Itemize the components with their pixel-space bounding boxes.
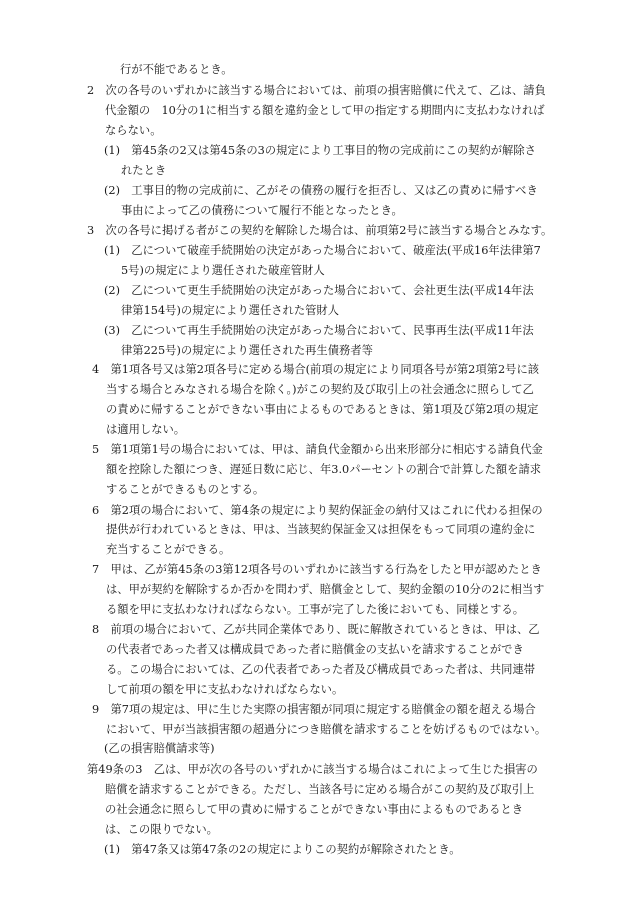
paragraph-5: [92, 440, 566, 500]
text-line: 3 次の各号に掲げる者がこの契約を解除した場合は、前項第2号に該当する場合とみなす。: [87, 224, 553, 238]
article-49-3-item-1: [104, 840, 566, 860]
text-line: 律第154号)の規定により選任された管財人: [121, 303, 340, 317]
text-line: の社会通念に照らして甲の責めに帰することができない事由によるものであるとき: [105, 802, 523, 816]
text-line: において、甲が当該損害額の超過分につき賠償を請求することを妨げるものではない。: [106, 722, 547, 736]
text-line: 額を控除した額につき、遅延日数に応じ、年3.0パーセントの割合で計算した額を請求: [106, 463, 542, 477]
text-line: して前項の額を甲に支払わなければならない。: [106, 682, 344, 696]
text-line: 9 第7項の規定は、甲に生じた実際の損害額が同項に規定する賠償金の額を超える場合: [92, 702, 536, 716]
text-line: 7 甲は、乙が第45条の3第12項各号のいずれかに該当する行為をしたと甲が認めたとき: [92, 562, 542, 576]
text-line: (3) 乙について再生手続開始の決定があった場合において、民事再生法(平成11年法: [104, 324, 534, 337]
text-line: (2) 乙について更生手続開始の決定があった場合において、会社更生法(平成14年法: [104, 283, 534, 297]
text-line: の代表者であった者又は構成員であった者に賠償金の支払いを請求することができ: [106, 642, 524, 656]
text-line: 当する場合とみなされる場合を除く。)がこの契約及び取引上の社会通念に照らして乙: [106, 383, 534, 397]
text-line: することができるものとする。: [106, 483, 265, 497]
paragraph-3-item-2: [104, 281, 566, 321]
text-line: 8 前項の場合において、乙が共同企業体であり、既に解散されているときは、甲は、乙: [92, 622, 540, 636]
text-line: る額を甲に支払わなければならない。工事が完了した後においても、同様とする。: [106, 602, 524, 616]
text-line: 賠償を請求することができる。ただし、当該各号に定める場合がこの契約及び取引上: [105, 782, 535, 796]
paragraph-2: [87, 81, 566, 141]
text-line: は適用しない。: [106, 423, 186, 437]
text-line: 事由によって乙の債務について履行不能となったとき。: [121, 203, 403, 217]
text-line: 2 次の各号のいずれかに該当する場合においては、前項の損害賠償に代えて、乙は、請負: [87, 84, 546, 98]
text-line: の責めに帰することができない事由によるものであるときは、第1項及び第2項の規定: [106, 403, 539, 417]
text-line: (1) 第47条又は第47条の2の規定によりこの契約が解除されたとき。: [104, 842, 461, 856]
paragraph-3: [87, 221, 566, 241]
text-line: (乙の損害賠償請求等): [104, 742, 215, 756]
text-line: (2) 工事目的物の完成前に、乙がその債務の履行を拒否し、又は乙の責めに帰すべき: [104, 183, 538, 197]
text-line: は、甲が契約を解除するか否かを問わず、賠償金として、契約金額の10分の2に相当す: [106, 582, 545, 596]
text-line: 4 第1項各号又は第2項各号に定める場合(前項の規定により同項各号が第2項第2号に該: [92, 363, 540, 377]
text-line: 5 第1項第1号の場合においては、甲は、請負代金額から出来形部分に相応する請負代金: [92, 443, 543, 457]
text-line: は、この限りでない。: [105, 822, 218, 836]
paragraph-7: [92, 560, 566, 620]
paragraph-2-item-2: [104, 181, 566, 221]
paragraph-4: [92, 360, 566, 440]
text-line: 6 第2項の場合において、第4条の規定により契約保証金の納付又はこれに代わる担保の: [92, 503, 543, 517]
paragraph-2-item-1: [104, 141, 566, 181]
text-line: 第49条の3 乙は、甲が次の各号のいずれかに該当する場合はこれによって生じた損害の: [87, 762, 538, 776]
text-line: (1) 乙について破産手続開始の決定があった場合において、破産法(平成16年法律第7: [104, 244, 541, 258]
text-line: 行が不能であるとき。: [120, 62, 233, 76]
text-line: れたとき: [121, 164, 167, 178]
text-line: (1) 第45条の2又は第45条の3の規定により工事目的物の完成前にこの契約が解除さ: [104, 144, 536, 158]
text-line: 代金額の 10分の1に相当する額を違約金として甲の指定する期間内に支払わなければ: [105, 104, 545, 118]
text-line: 充当することができる。: [106, 543, 231, 557]
paragraph-9: [92, 700, 566, 740]
clause-continuation: [120, 60, 566, 80]
text-line: 5号)の規定により選任された破産管財人: [121, 264, 325, 278]
text-line: る。この場合においては、乙の代表者であった者及び構成員であった者は、共同連帯: [106, 662, 536, 676]
article-caption: [104, 739, 566, 759]
paragraph-6: [92, 501, 566, 561]
paragraph-3-item-1: [104, 241, 566, 281]
paragraph-8: [92, 620, 566, 700]
article-49-3: [87, 760, 566, 840]
text-line: ならない。: [105, 124, 162, 138]
text-line: 律第225号)の規定により選任された再生債務者等: [121, 343, 373, 357]
paragraph-3-item-3: [104, 321, 566, 361]
text-line: 提供が行われているときは、甲は、当該契約保証金又は担保をもって同項の違約金に: [106, 523, 536, 537]
